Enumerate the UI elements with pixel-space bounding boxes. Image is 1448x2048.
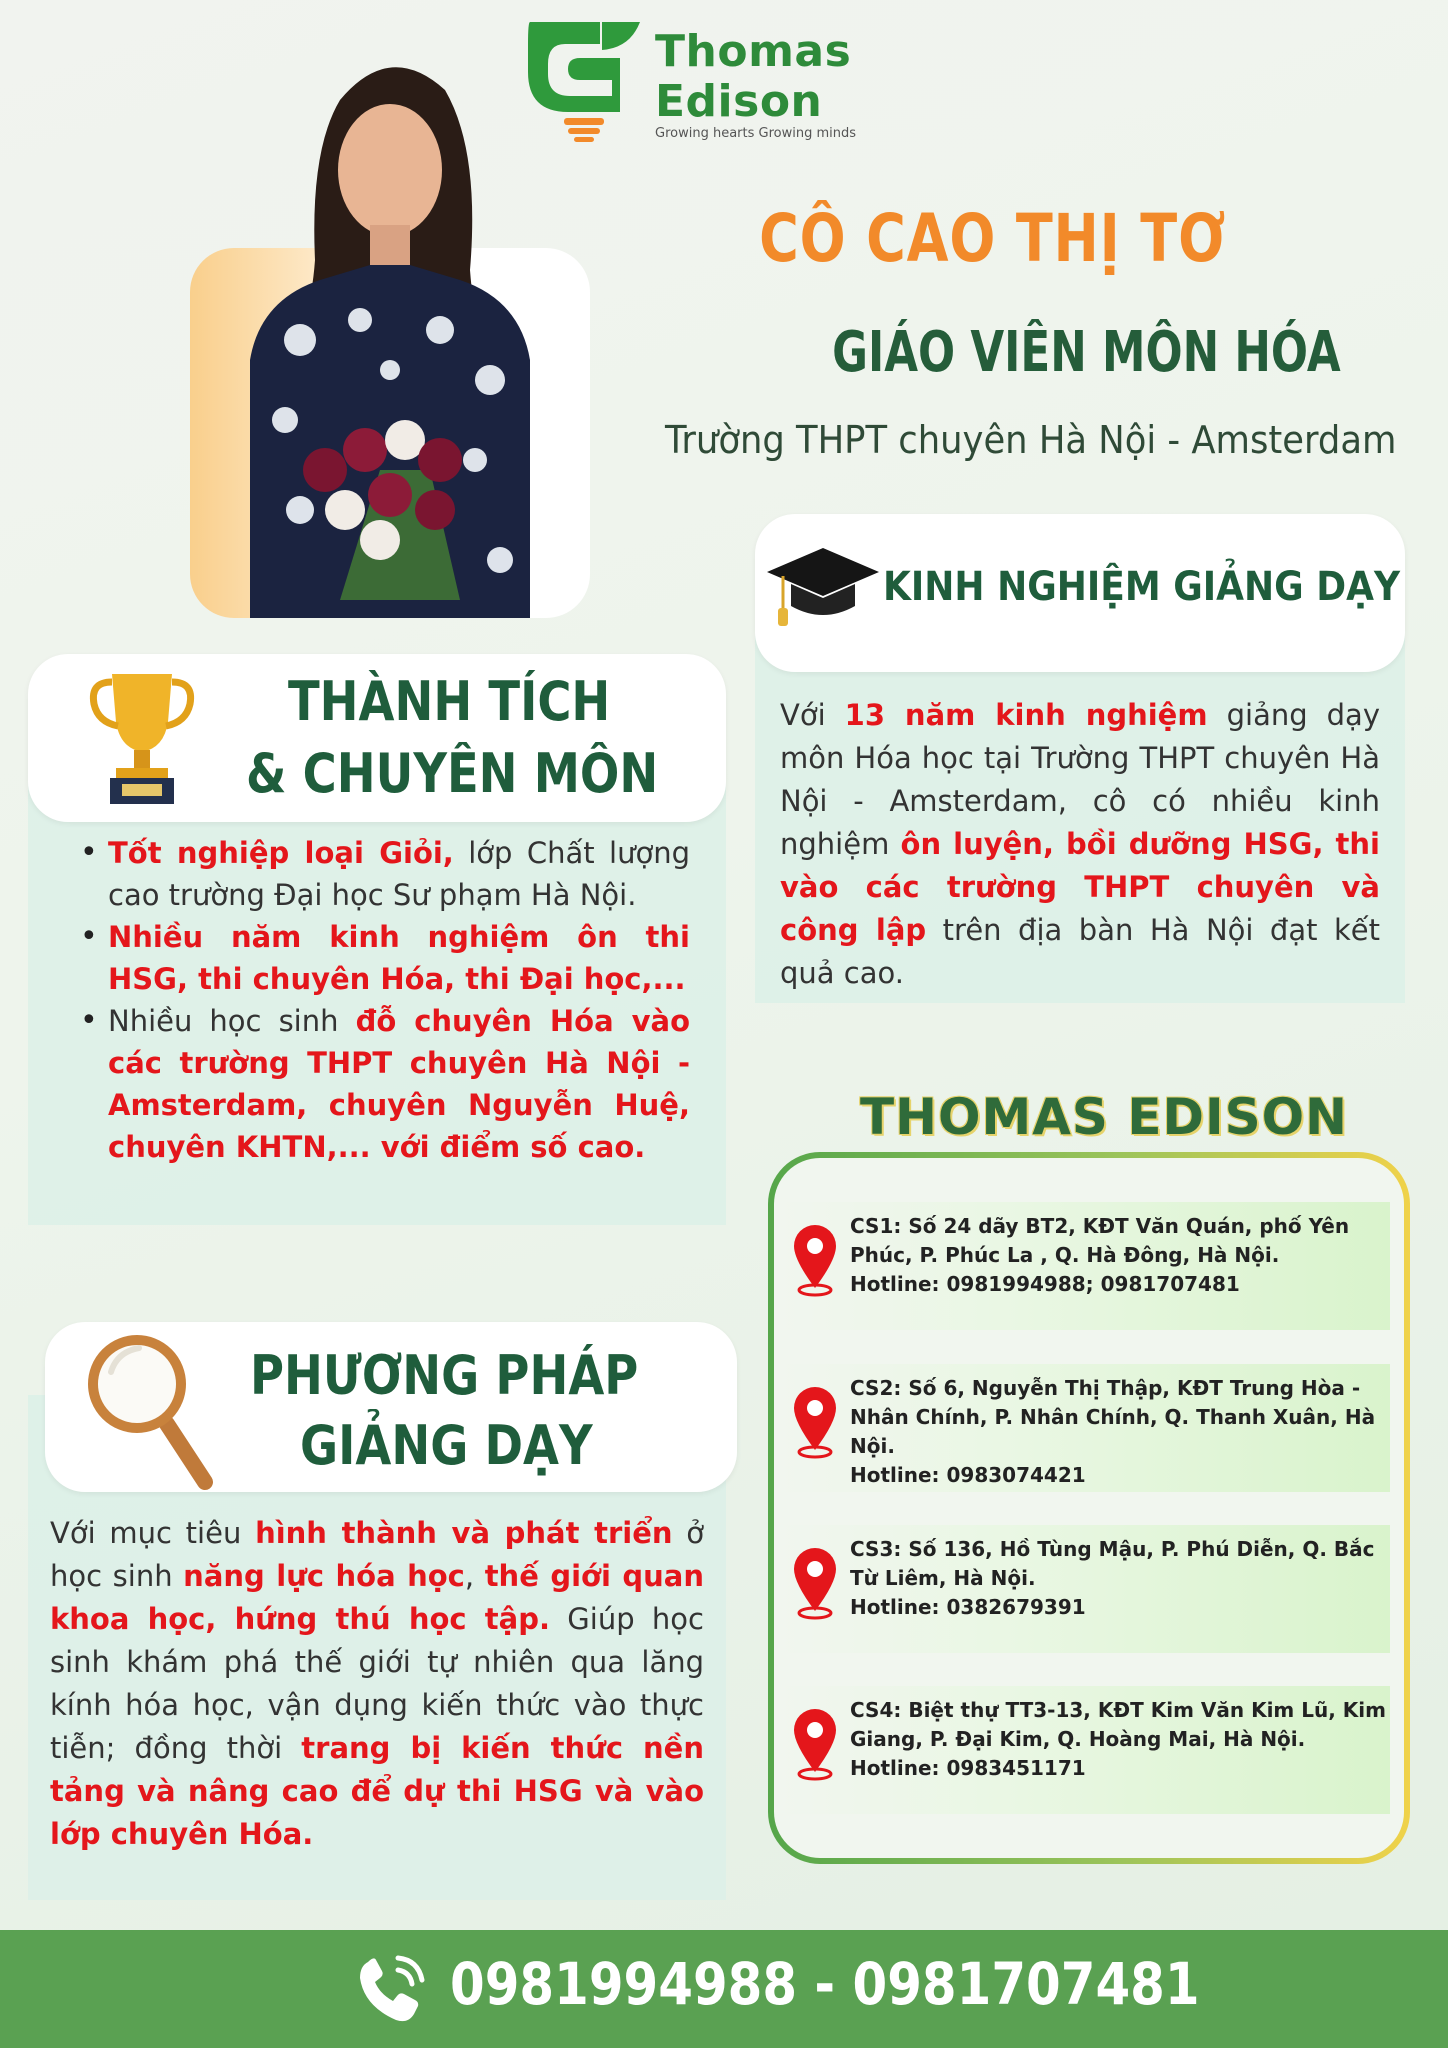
- method-title-line2: GIẢNG DẠY: [300, 1414, 593, 1477]
- branch-item-cs3: [780, 1525, 1390, 1653]
- branch-address: CS1: Số 24 dãy BT2, KĐT Văn Quán, phố Yên Phúc, P. Phúc La , Q. Hà Đông, Hà Nội.: [850, 1214, 1350, 1267]
- logo-text-thomas: Thomas: [655, 26, 852, 77]
- footer-phone-numbers[interactable]: 0981994988 - 0981707481: [450, 1950, 1200, 2018]
- branch-item-cs4: [780, 1686, 1390, 1814]
- logo-tagline: Growing hearts Growing minds: [655, 126, 856, 141]
- brand-title: THOMAS EDISON: [860, 1088, 1348, 1146]
- footer-bar: [0, 1930, 1448, 2048]
- location-pin-icon: [792, 1386, 838, 1460]
- achievements-title-line2: & CHUYÊN MÔN: [246, 742, 659, 805]
- branch-item-cs1: [780, 1202, 1390, 1330]
- list-item: • Tốt nghiệp loại Giỏi, lớp Chất lượng cao trường Đại học Sư phạm Hà Nội.: [80, 832, 690, 916]
- method-title-line1: PHƯƠNG PHÁP: [250, 1344, 639, 1407]
- list-item: • Nhiều học sinh đỗ chuyên Hóa vào các trường THPT chuyên Hà Nội - Amsterdam, chuyên Nguyễn Huệ, chuyên KHTN,... với điểm số cao.: [80, 1000, 690, 1168]
- branch-address: CS2: Số 6, Nguyễn Thị Thập, KĐT Trung Hòa - Nhân Chính, P. Nhân Chính, Q. Thanh Xuân, Hà Nội.: [850, 1376, 1376, 1458]
- achievements-list: [80, 832, 690, 1168]
- branch-hotline: Hotline: 0382679391: [850, 1595, 1086, 1619]
- branch-address: CS3: Số 136, Hồ Tùng Mậu, P. Phú Diễn, Q. Bắc Từ Liêm, Hà Nội.: [850, 1537, 1375, 1590]
- magnifier-icon: [87, 1332, 217, 1492]
- experience-text: Với 13 năm kinh nghiệm giảng dạy môn Hóa học tại Trường THPT chuyên Hà Nội - Amsterdam, cô có nhiều kinh nghiệm ôn luyện, bồi dưỡng HSG, thi vào các trường THPT chuyên và công lập trên địa bàn Hà Nội đạt kết quả cao.: [780, 698, 1380, 990]
- branch-item-cs2: [780, 1364, 1390, 1492]
- trophy-icon: [86, 664, 198, 808]
- method-header: [45, 1322, 737, 1492]
- teacher-school: Trường THPT chuyên Hà Nội - Amsterdam: [665, 418, 1397, 462]
- branch-hotline: Hotline: 0981994988; 0981707481: [850, 1272, 1240, 1296]
- graduation-cap-icon: [763, 544, 883, 634]
- experience-title: KINH NGHIỆM GIẢNG DẠY: [883, 564, 1401, 610]
- teacher-photo: [230, 40, 550, 618]
- branch-address: CS4: Biệt thự TT3-13, KĐT Kim Văn Kim Lũ, Kim Giang, P. Đại Kim, Q. Hoàng Mai, Hà Nội.: [850, 1698, 1386, 1751]
- branch-hotline: Hotline: 0983451171: [850, 1756, 1086, 1780]
- achievements-header: [28, 654, 726, 822]
- teacher-name: CÔ CAO THỊ TƠ: [759, 200, 1227, 277]
- location-pin-icon: [792, 1708, 838, 1782]
- logo-text-edison: Edison: [655, 76, 823, 127]
- location-pin-icon: [792, 1224, 838, 1298]
- teacher-role: GIÁO VIÊN MÔN HÓA: [832, 320, 1341, 385]
- list-item: • Nhiều năm kinh nghiệm ôn thi HSG, thi chuyên Hóa, thi Đại học,...: [80, 916, 690, 1000]
- method-text: Với mục tiêu hình thành và phát triển ở học sinh năng lực hóa học, thế giới quan khoa học, hứng thú học tập. Giúp học sinh khám phá thế giới tự nhiên qua lăng kính hóa học, vận dụng kiến thức vào thực tiễn; đồng thời trang bị kiến thức nền tảng và nâng cao để dự thi HSG và vào lớp chuyên Hóa.: [50, 1516, 704, 1851]
- phone-icon: [350, 1948, 432, 2030]
- achievements-title-line1: THÀNH TÍCH: [288, 670, 611, 733]
- experience-header: [755, 514, 1405, 672]
- location-pin-icon: [792, 1547, 838, 1621]
- brand-logo: [520, 14, 860, 144]
- branch-hotline: Hotline: 0983074421: [850, 1463, 1086, 1487]
